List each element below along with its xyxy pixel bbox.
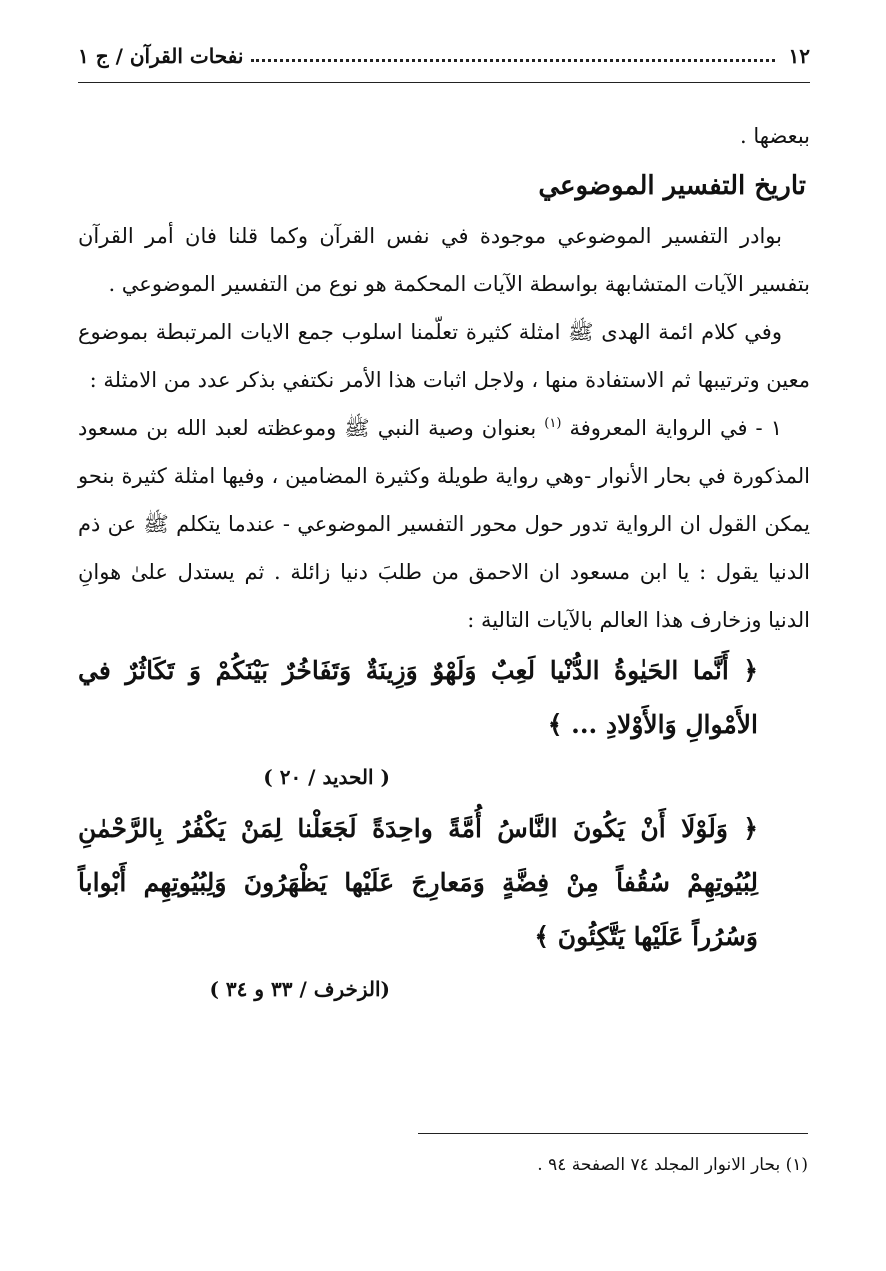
paragraph: وفي كلام ائمة الهدى ﷺ امثلة كثيرة تعلّمنا اسلوب جمع الايات المرتبطة بموضوع معين وترتيبها ثم الاستفادة منها ، ولاجل اثبات هذا الأمر نكتفي بذكر عدد من الامثلة : xyxy=(78,320,810,392)
verse-reference: (الزخرف / ٣٣ و ٣٤ ) xyxy=(209,977,390,1001)
paragraph: بوادر التفسير الموضوعي موجودة في نفس القرآن وكما قلنا فان أمر القرآن بتفسير الآيات المتشابهة بواسطة الآيات المحكمة هو نوع من التفسير الموضوعي . xyxy=(78,224,810,296)
running-header xyxy=(78,36,810,76)
header-rule xyxy=(78,82,810,83)
footnote: (١) بحار الانوار المجلد ٧٤ الصفحة ٩٤ . xyxy=(537,1155,808,1175)
quran-verse: ﴿ أَنَّما الحَيٰوةُ الدُّنْيا لَعِبٌ وَلَهْوٌ وَزِينَةٌ وَتَفَاخُرٌ بَيْنَكُمْ وَ تَكَاثُرٌ في الأَمْوالِ وَالأَوْلادِ ... ﴾ xyxy=(78,656,758,739)
section-title: تاريخ التفسير الموضوعي xyxy=(538,171,806,201)
footnote-rule xyxy=(418,1133,808,1134)
quran-verse: ﴿ وَلَوْلَا أَنْ يَكُونَ النَّاسُ أُمَّةً واحِدَةً لَجَعَلْنا لِمَنْ يَكْفُرُ بِالرَّحْمٰنِ لِبُيُوتِهِمْ سُقُفاً مِنْ فِضَّةٍ وَمَعارِجَ عَلَيْها يَظْهَرُونَ وَلِبُيُوتِهِم أَبْواباً وَسُرُراً عَلَيْها يَتَّكِئُونَ ﴾ xyxy=(78,814,758,951)
verse-reference: ( الحديد / ٢٠ ) xyxy=(263,765,390,789)
footnote-marker[interactable]: (١) xyxy=(544,416,562,431)
paragraph-text: ١ - في الرواية المعروفة xyxy=(569,416,782,440)
continuation-text: ببعضها . xyxy=(740,124,810,148)
header-dot-leader xyxy=(251,59,774,62)
book-title: نفحات القرآن / ج ١ xyxy=(78,44,244,68)
page-number: ١٢ xyxy=(788,44,810,68)
paragraph-text: بعنوان وصية النبي ﷺ وموعظته لعبد الله بن مسعود المذكورة في بحار الأنوار -وهي رواية طويلة وكثيرة المضامين ، وفيها امثلة كثيرة بنحو يمكن القول ان الرواية تدور حول محور التفسير الموضوعي - عندما يتكلم ﷺ عن ذم الدنيا يقول : يا ابن مسعود ان الاحمق من طلبَ دنيا زائلة . ثم يستدل علىٰ هوانِ الدنيا وزخارف هذا العالم بالآيات التالية : xyxy=(78,416,810,632)
page-body xyxy=(78,112,810,1014)
paragraph xyxy=(78,404,810,644)
